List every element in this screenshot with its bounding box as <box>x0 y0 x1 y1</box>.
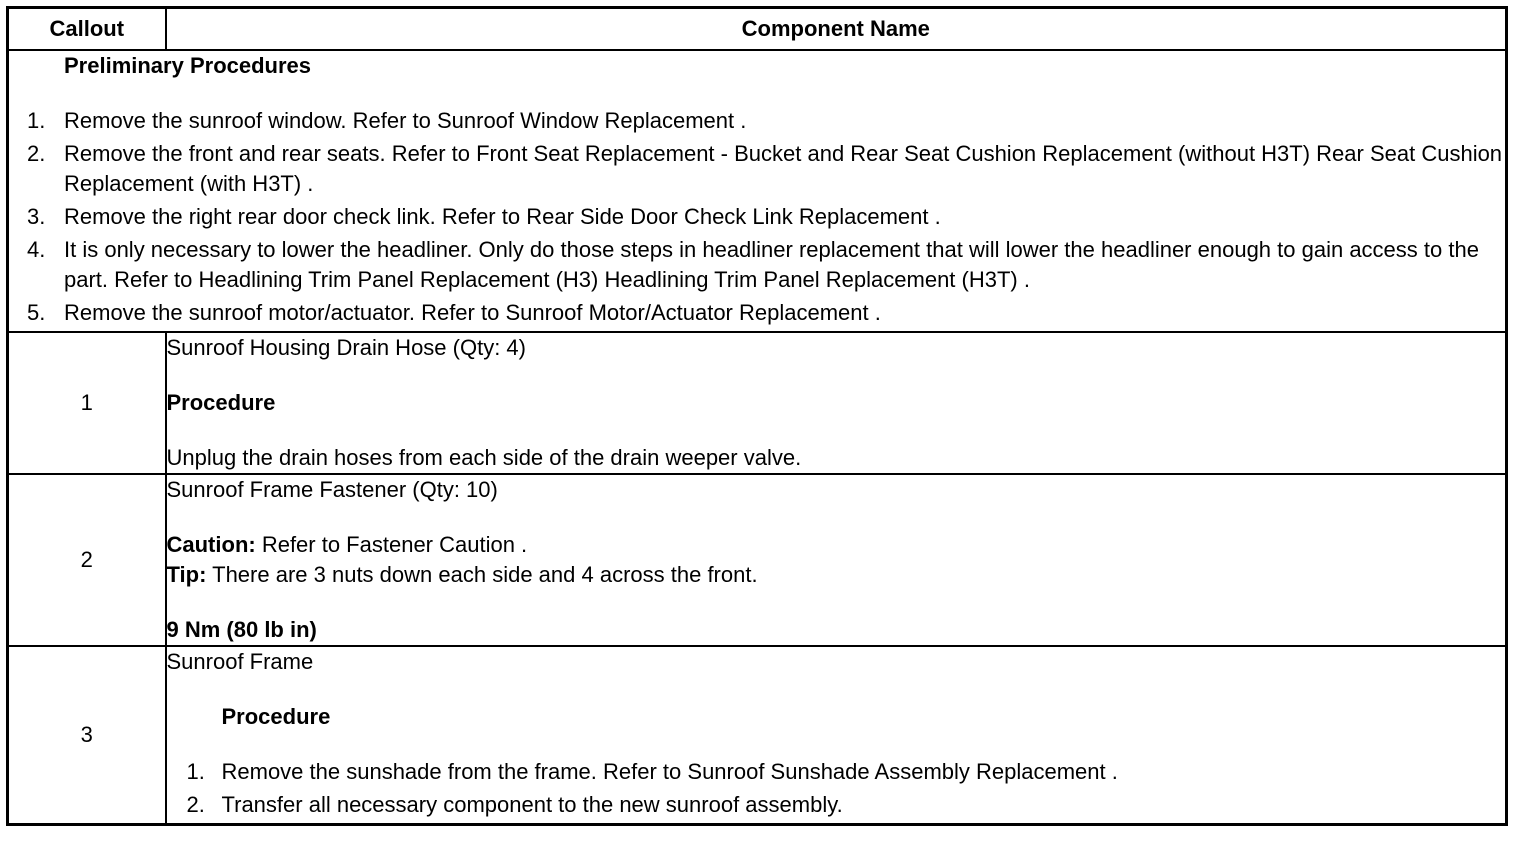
step-number: 1. <box>27 108 46 133</box>
preliminary-steps <box>9 106 1505 328</box>
procedure-label: Procedure <box>221 704 331 729</box>
table-row <box>8 474 1507 646</box>
tip-line <box>167 560 1506 590</box>
preliminary-step <box>9 139 1505 199</box>
component-table <box>6 6 1508 826</box>
step-number: 2. <box>27 141 46 166</box>
preliminary-row <box>8 50 1507 332</box>
caution-label: Caution: <box>166 532 256 557</box>
preliminary-step <box>9 235 1505 295</box>
torque-spec: 9 Nm (80 lb in) <box>166 617 317 642</box>
step-number: 4. <box>27 237 46 262</box>
caution-line <box>167 530 1506 560</box>
component-cell <box>166 332 1507 474</box>
step-text: Remove the sunroof motor/actuator. Refer to Sunroof Motor/Actuator Replacement . <box>64 300 881 325</box>
procedure-step <box>167 757 1506 787</box>
step-text: Remove the sunshade from the frame. Refer to Sunroof Sunshade Assembly Replacement . <box>221 759 1118 784</box>
component-name: Sunroof Housing Drain Hose (Qty: 4) <box>166 335 526 360</box>
procedure-steps <box>167 757 1506 820</box>
preliminary-step <box>9 202 1505 232</box>
step-text: It is only necessary to lower the headliner. Only do those steps in headliner replacement that will lower the headliner enough to gain access to the part. Refer to Headlining Trim Panel Replacement (H3) Headlining Trim Panel Replacement (H3T) . <box>64 237 1479 292</box>
step-number: 1. <box>186 759 205 784</box>
callout-header: Callout <box>8 8 166 51</box>
table-row <box>8 646 1507 825</box>
callout-number: 1 <box>8 332 166 474</box>
step-text: Remove the sunroof window. Refer to Sunroof Window Replacement . <box>64 108 747 133</box>
step-number: 3. <box>27 204 46 229</box>
caution-text: Refer to Fastener Caution . <box>255 532 528 557</box>
procedure-document <box>6 6 1508 826</box>
preliminary-step <box>9 106 1505 136</box>
step-text: Remove the right rear door check link. Refer to Rear Side Door Check Link Replacement . <box>64 204 941 229</box>
preliminary-step <box>9 298 1505 328</box>
callout-number: 2 <box>8 474 166 646</box>
step-number: 2. <box>186 792 205 817</box>
step-number: 5. <box>27 300 46 325</box>
procedure-step <box>167 790 1506 820</box>
component-name: Sunroof Frame Fastener (Qty: 10) <box>166 477 498 502</box>
tip-text: There are 3 nuts down each side and 4 across the front. <box>206 562 758 587</box>
component-cell <box>166 474 1507 646</box>
table-header-row <box>8 8 1507 51</box>
component-cell <box>166 646 1507 825</box>
tip-label: Tip: <box>166 562 207 587</box>
callout-number: 3 <box>8 646 166 825</box>
table-row <box>8 332 1507 474</box>
component-name-header: Component Name <box>166 8 1507 51</box>
procedure-text: Unplug the drain hoses from each side of the drain weeper valve. <box>166 445 802 470</box>
procedure-label: Procedure <box>166 390 276 415</box>
step-text: Transfer all necessary component to the new sunroof assembly. <box>221 792 843 817</box>
step-text: Remove the front and rear seats. Refer to Front Seat Replacement - Bucket and Rear Seat Cushion Replacement (without H3T) Rear Seat Cushion Replacement (with H3T) . <box>64 141 1503 196</box>
preliminary-title: Preliminary Procedures <box>64 53 312 78</box>
preliminary-cell <box>8 50 1507 332</box>
component-name: Sunroof Frame <box>166 649 314 674</box>
